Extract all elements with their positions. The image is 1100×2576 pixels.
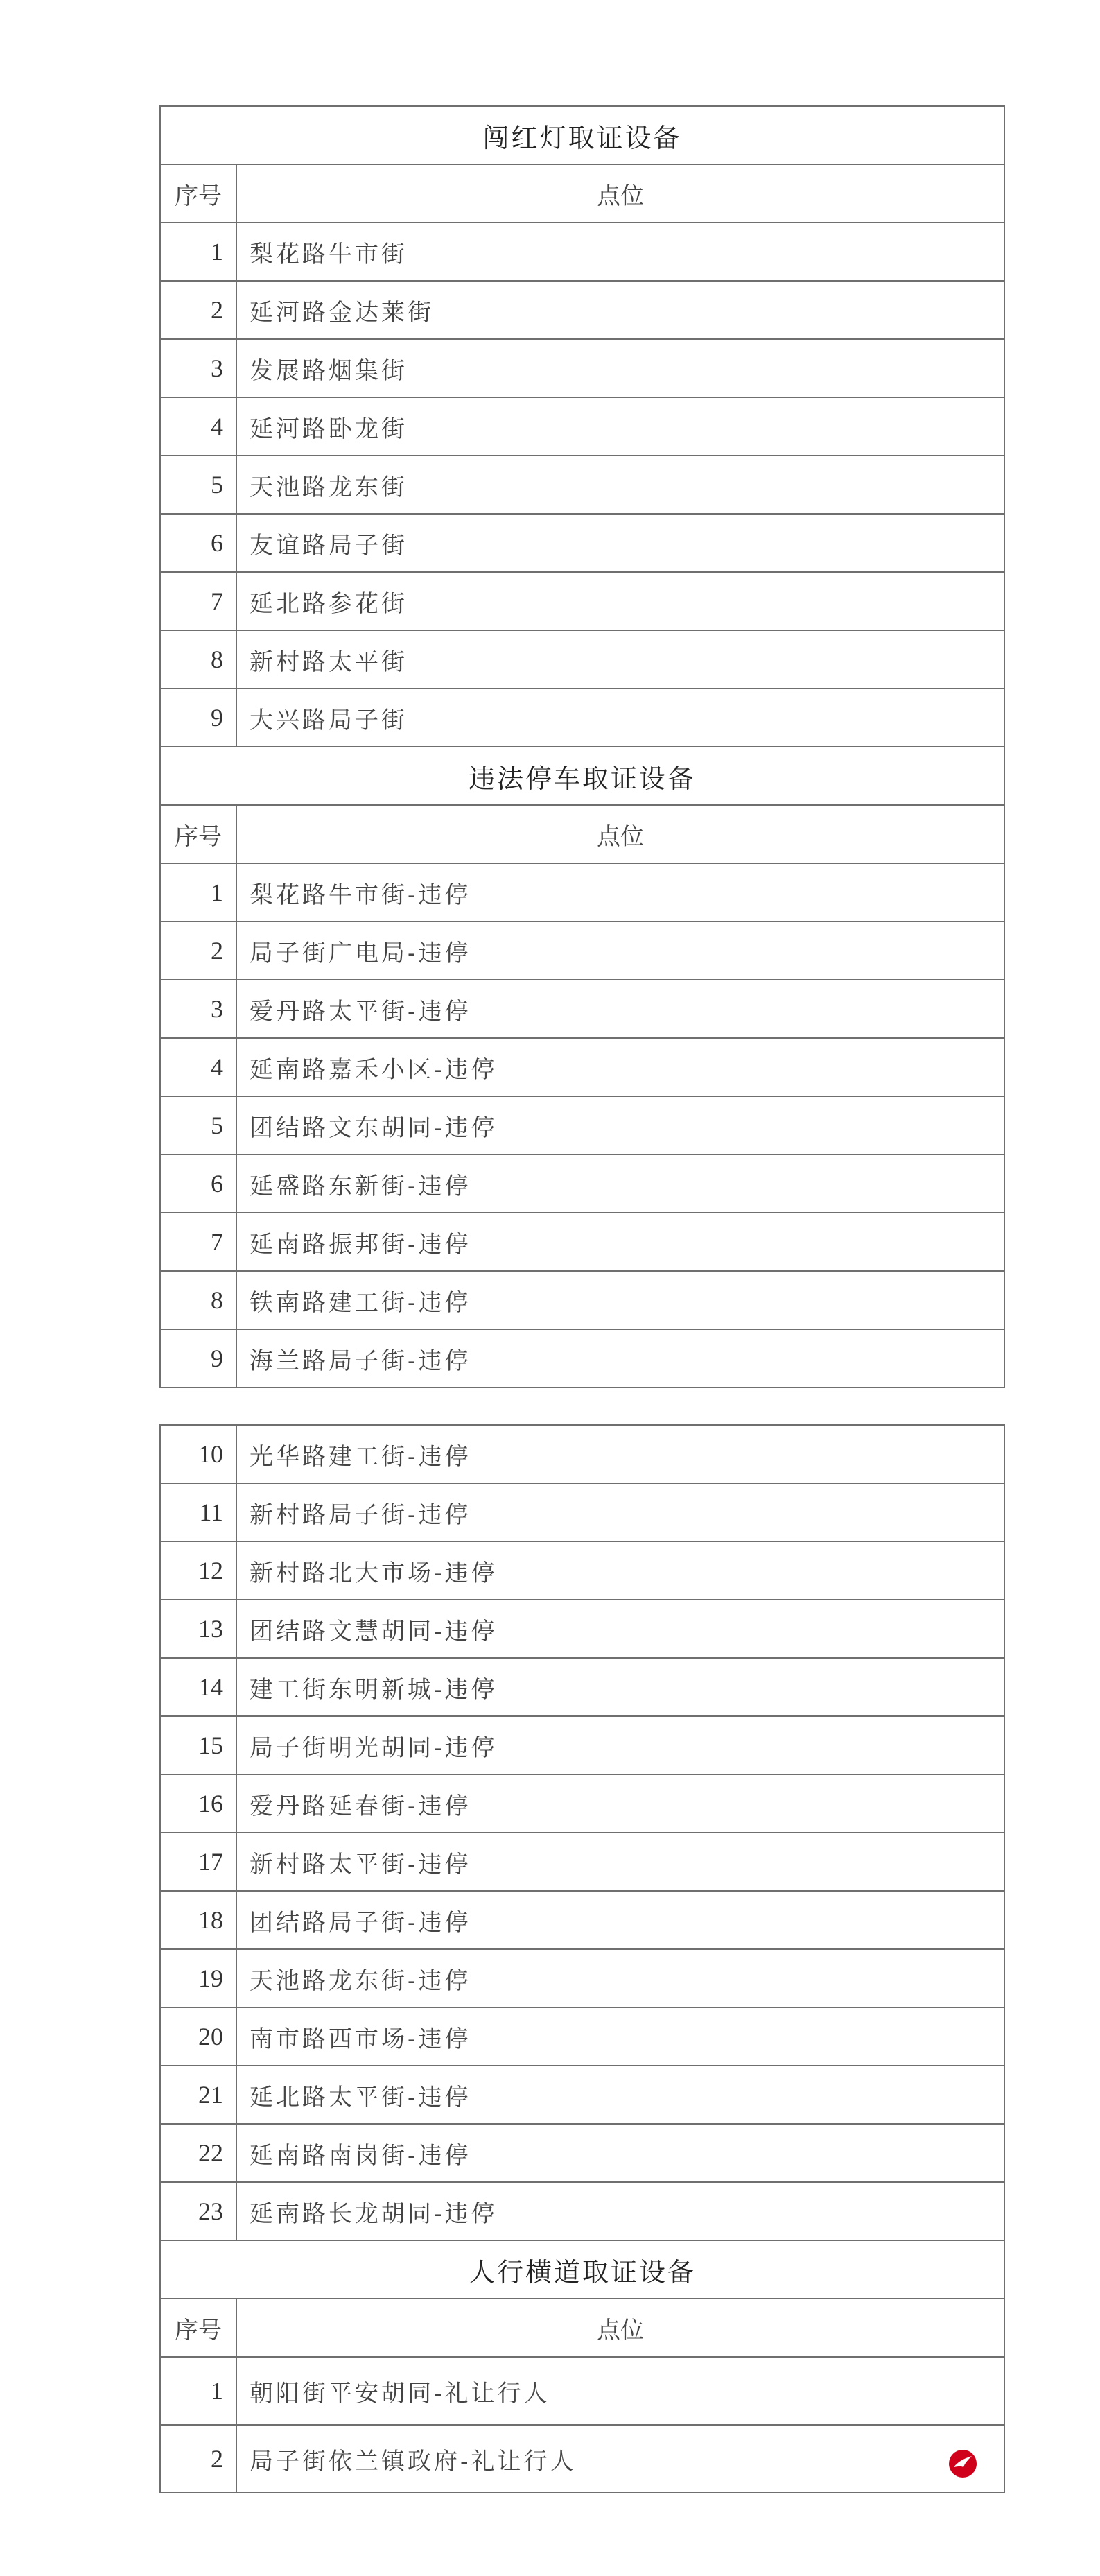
table-row — [160, 1271, 1004, 1329]
header-location: 点位 — [236, 164, 1004, 223]
section-title-crosswalk: 人行横道取证设备 — [160, 2240, 1004, 2299]
row-no: 2 — [160, 922, 236, 980]
row-no: 2 — [160, 281, 236, 339]
row-no: 4 — [160, 397, 236, 456]
table-row — [160, 1949, 1004, 2007]
row-location: 天池路龙东街 — [236, 456, 1004, 514]
table-row — [160, 2182, 1004, 2240]
table-row — [160, 2007, 1004, 2066]
table-row — [160, 1658, 1004, 1716]
table-row — [160, 1096, 1004, 1155]
row-no: 3 — [160, 339, 236, 397]
row-location: 爱丹路延春街-违停 — [236, 1774, 1004, 1833]
row-location: 建工街东明新城-违停 — [236, 1658, 1004, 1716]
row-no: 6 — [160, 514, 236, 572]
table-row — [160, 339, 1004, 397]
row-no: 17 — [160, 1833, 236, 1891]
row-location: 团结路文慧胡同-违停 — [236, 1600, 1004, 1658]
table-row — [160, 2357, 1004, 2425]
row-location: 光华路建工街-违停 — [236, 1425, 1004, 1483]
table-row — [160, 1213, 1004, 1271]
row-location: 梨花路牛市街 — [236, 223, 1004, 281]
row-location: 团结路文东胡同-违停 — [236, 1096, 1004, 1155]
row-location: 延南路长龙胡同-违停 — [236, 2182, 1004, 2240]
row-location: 局子街明光胡同-违停 — [236, 1716, 1004, 1774]
row-location: 延盛路东新街-违停 — [236, 1155, 1004, 1213]
header-no: 序号 — [160, 2299, 236, 2357]
table-row — [160, 1038, 1004, 1096]
table-row — [160, 980, 1004, 1038]
row-no: 9 — [160, 1329, 236, 1388]
row-location: 南市路西市场-违停 — [236, 2007, 1004, 2066]
table-row — [160, 456, 1004, 514]
row-no: 18 — [160, 1891, 236, 1949]
row-no: 23 — [160, 2182, 236, 2240]
table-row — [160, 514, 1004, 572]
row-no: 5 — [160, 1096, 236, 1155]
section-title-red-light: 闯红灯取证设备 — [160, 106, 1004, 164]
section-title-row — [160, 106, 1004, 164]
row-location: 延南路南岗街-违停 — [236, 2124, 1004, 2182]
row-location: 铁南路建工街-违停 — [236, 1271, 1004, 1329]
header-no: 序号 — [160, 805, 236, 863]
row-no: 14 — [160, 1658, 236, 1716]
header-location: 点位 — [236, 2299, 1004, 2357]
row-location: 延河路卧龙街 — [236, 397, 1004, 456]
row-location: 友谊路局子街 — [236, 514, 1004, 572]
row-no: 2 — [160, 2425, 236, 2493]
row-location: 局子街依兰镇政府-礼让行人 — [236, 2425, 1004, 2493]
row-location: 局子街广电局-违停 — [236, 922, 1004, 980]
table-row — [160, 1774, 1004, 1833]
table-row — [160, 1891, 1004, 1949]
table-header-row — [160, 2299, 1004, 2357]
table-header-row — [160, 164, 1004, 223]
row-location: 延南路振邦街-违停 — [236, 1213, 1004, 1271]
row-location: 爱丹路太平街-违停 — [236, 980, 1004, 1038]
table-row — [160, 1541, 1004, 1600]
row-no: 1 — [160, 223, 236, 281]
row-no: 20 — [160, 2007, 236, 2066]
table-row — [160, 1329, 1004, 1388]
row-no: 19 — [160, 1949, 236, 2007]
row-no: 11 — [160, 1483, 236, 1541]
device-table-part-2 — [159, 1424, 1005, 2493]
header-location: 点位 — [236, 805, 1004, 863]
row-location: 新村路太平街 — [236, 630, 1004, 689]
section-title-row — [160, 747, 1004, 805]
row-no: 4 — [160, 1038, 236, 1096]
header-no: 序号 — [160, 164, 236, 223]
row-location: 大兴路局子街 — [236, 689, 1004, 747]
table-row — [160, 572, 1004, 630]
table-row — [160, 1833, 1004, 1891]
row-location: 延北路参花街 — [236, 572, 1004, 630]
row-no: 16 — [160, 1774, 236, 1833]
row-no: 6 — [160, 1155, 236, 1213]
device-table-part-1 — [159, 105, 1005, 1388]
table-row — [160, 863, 1004, 922]
row-location: 延南路嘉禾小区-违停 — [236, 1038, 1004, 1096]
row-no: 21 — [160, 2066, 236, 2124]
table-row — [160, 1425, 1004, 1483]
row-no: 5 — [160, 456, 236, 514]
table-row — [160, 223, 1004, 281]
row-no: 22 — [160, 2124, 236, 2182]
row-no: 3 — [160, 980, 236, 1038]
table-row — [160, 689, 1004, 747]
table-row — [160, 281, 1004, 339]
row-no: 8 — [160, 630, 236, 689]
section-title-row — [160, 2240, 1004, 2299]
row-location: 延河路金达莱街 — [236, 281, 1004, 339]
section-title-illegal-parking: 违法停车取证设备 — [160, 747, 1004, 805]
row-no: 1 — [160, 2357, 236, 2425]
row-no: 8 — [160, 1271, 236, 1329]
row-location: 海兰路局子街-违停 — [236, 1329, 1004, 1388]
row-no: 9 — [160, 689, 236, 747]
table-row — [160, 2124, 1004, 2182]
row-location: 新村路太平街-违停 — [236, 1833, 1004, 1891]
row-location: 朝阳街平安胡同-礼让行人 — [236, 2357, 1004, 2425]
table-row — [160, 2066, 1004, 2124]
row-location: 梨花路牛市街-违停 — [236, 863, 1004, 922]
table-row — [160, 1600, 1004, 1658]
row-no: 7 — [160, 1213, 236, 1271]
table-row — [160, 2425, 1004, 2493]
row-no: 10 — [160, 1425, 236, 1483]
row-location: 新村路北大市场-违停 — [236, 1541, 1004, 1600]
table-header-row — [160, 805, 1004, 863]
table-row — [160, 1155, 1004, 1213]
row-no: 15 — [160, 1716, 236, 1774]
row-location: 新村路局子街-违停 — [236, 1483, 1004, 1541]
bird-logo-icon — [948, 2449, 977, 2478]
row-location: 团结路局子街-违停 — [236, 1891, 1004, 1949]
table-row — [160, 630, 1004, 689]
row-no: 7 — [160, 572, 236, 630]
table-row — [160, 397, 1004, 456]
row-no: 1 — [160, 863, 236, 922]
row-location: 天池路龙东街-违停 — [236, 1949, 1004, 2007]
table-row — [160, 922, 1004, 980]
row-location: 延北路太平街-违停 — [236, 2066, 1004, 2124]
row-no: 13 — [160, 1600, 236, 1658]
table-row — [160, 1716, 1004, 1774]
row-no: 12 — [160, 1541, 236, 1600]
table-row — [160, 1483, 1004, 1541]
row-location: 发展路烟集街 — [236, 339, 1004, 397]
